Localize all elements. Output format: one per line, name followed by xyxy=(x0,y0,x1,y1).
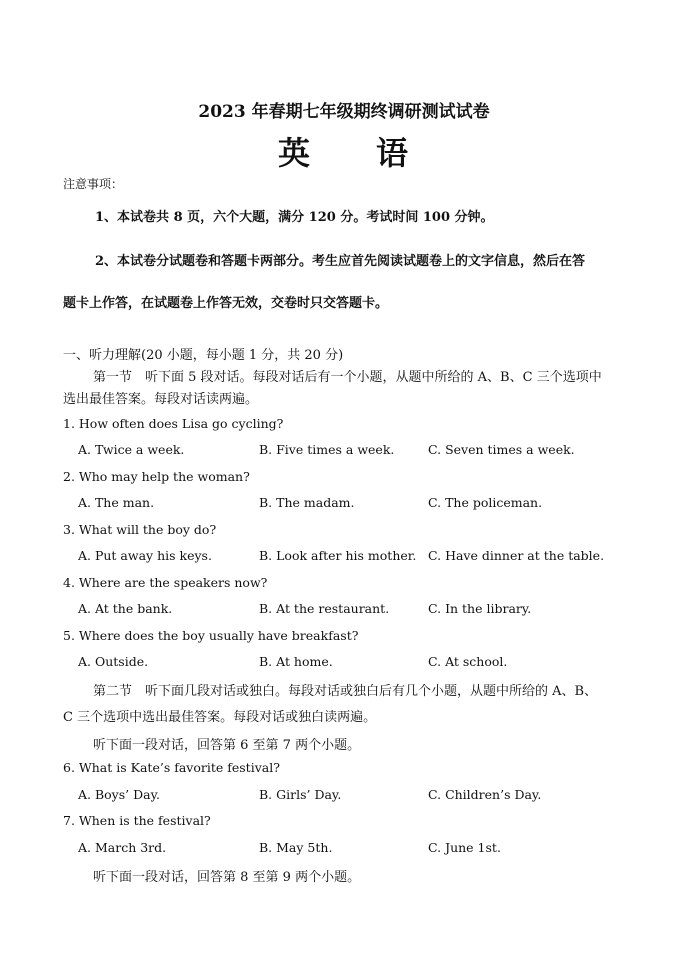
question-2: 2. Who may help the woman? xyxy=(63,469,250,484)
part2-instructions-line-1: 第二节 听下面几段对话或独白。每段对话或独白后有几个小题，从题中所给的 A、B、 xyxy=(93,684,598,699)
note-item-1: 1、本试卷共 8 页，六个大题，满分 120 分。考试时间 100 分钟。 xyxy=(95,210,494,225)
q4-option-c: C. In the library. xyxy=(428,601,532,616)
note-item-2-line-2: 题卡上作答，在试题卷上作答无效，交卷时只交答题卡。 xyxy=(63,296,389,311)
q3-option-a: A. Put away his keys. xyxy=(78,548,212,563)
question-1: 1. How often does Lisa go cycling? xyxy=(63,416,284,431)
subject-title xyxy=(0,128,688,174)
q1-option-a: A. Twice a week. xyxy=(78,442,185,457)
part1-instructions-line-2: 选出最佳答案。每段对话读两遍。 xyxy=(63,392,259,407)
q4-option-a: A. At the bank. xyxy=(78,601,173,616)
q7-option-a: A. March 3rd. xyxy=(78,840,167,855)
subject-char-1: 英 xyxy=(277,134,312,172)
notes-heading: 注意事项： xyxy=(63,177,124,191)
q6-option-c: C. Children’s Day. xyxy=(428,787,542,802)
subject-char-2: 语 xyxy=(376,134,411,172)
question-3: 3. What will the boy do? xyxy=(63,522,217,537)
question-4: 4. Where are the speakers now? xyxy=(63,575,268,590)
q6-option-b: B. Girls’ Day. xyxy=(259,787,342,802)
q5-option-a: A. Outside. xyxy=(78,654,149,669)
q6-option-a: A. Boys’ Day. xyxy=(78,787,160,802)
note-item-2-line-1: 2、本试卷分试题卷和答题卡两部分。考生应首先阅读试题卷上的文字信息，然后在答 xyxy=(95,254,586,269)
question-5: 5. Where does the boy usually have breakfast? xyxy=(63,628,359,643)
part1-instructions-line-1: 第一节 听下面 5 段对话。每段对话后有一个小题，从题中所给的 A、B、C 三个选项中 xyxy=(93,370,602,385)
q2-option-b: B. The madam. xyxy=(259,495,355,510)
exam-title: 2023 年春期七年级期终调研测试试卷 xyxy=(198,102,490,122)
q2-option-c: C. The policeman. xyxy=(428,495,543,510)
q7-option-b: B. May 5th. xyxy=(259,840,333,855)
q4-option-b: B. At the restaurant. xyxy=(259,601,390,616)
dialog-intro-8-9: 听下面一段对话，回答第 8 至第 9 两个小题。 xyxy=(93,870,361,885)
q5-option-c: C. At school. xyxy=(428,654,508,669)
q1-option-c: C. Seven times a week. xyxy=(428,442,575,457)
q2-option-a: A. The man. xyxy=(78,495,155,510)
q5-option-b: B. At home. xyxy=(259,654,333,669)
q3-option-b: B. Look after his mother. xyxy=(259,548,417,563)
question-7: 7. When is the festival? xyxy=(63,813,211,828)
part2-instructions-line-2: C 三个选项中选出最佳答案。每段对话或独白读两遍。 xyxy=(63,710,377,725)
section-heading: 一、听力理解(20 小题，每小题 1 分，共 20 分) xyxy=(63,348,344,363)
question-6: 6. What is Kate’s favorite festival? xyxy=(63,760,280,775)
dialog-intro-6-7: 听下面一段对话，回答第 6 至第 7 两个小题。 xyxy=(93,738,361,753)
q1-option-b: B. Five times a week. xyxy=(259,442,395,457)
q3-option-c: C. Have dinner at the table. xyxy=(428,548,605,563)
q7-option-c: C. June 1st. xyxy=(428,840,501,855)
